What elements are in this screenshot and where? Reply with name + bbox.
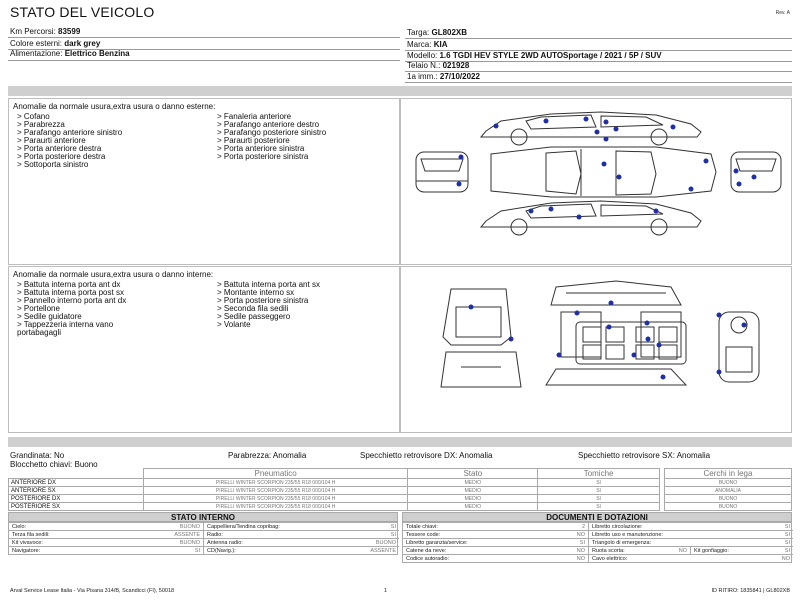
documenti-header: DOCUMENTI E DOTAZIONI <box>402 512 792 522</box>
info-immatricolazione: 1a imm.: 27/10/2022 <box>407 72 480 81</box>
stato-interno-header: STATO INTERNO <box>8 512 398 522</box>
table-row: ANOMALIA <box>665 487 792 495</box>
specchietto-sx: Specchietto retrovisore SX: Anomalia <box>578 451 711 460</box>
section-band <box>8 86 792 96</box>
footer-page-number: 1 <box>384 588 388 594</box>
parabrezza-status: Parabrezza: Anomalia <box>228 451 307 460</box>
car-exterior-diagram <box>401 99 791 264</box>
info-line <box>405 38 792 39</box>
list-item: > Fanaleria anteriore <box>217 112 292 121</box>
table-row: BUONO <box>665 479 792 487</box>
external-diagram-panel <box>400 98 792 265</box>
internal-col-1 <box>17 281 217 337</box>
external-anomalies-panel <box>8 98 400 265</box>
col-header-cerchi: Cerchi in lega <box>665 469 792 479</box>
info-line <box>8 60 400 61</box>
list-item: > Sedile guidatore <box>17 312 82 321</box>
info-marca: Marca: KIA <box>407 40 448 49</box>
col-header-pneumatico: Pneumatico <box>143 469 408 479</box>
internal-anomalies-panel <box>8 266 400 433</box>
list-item: > Seconda fila sedili <box>217 304 289 313</box>
blocchetto-chiavi: Blocchetto chiavi: Buono <box>10 460 98 469</box>
external-col-1 <box>17 113 217 169</box>
table-row: ANTERIORE SX PIRELLI WINTER SCORPION 235/55 R18 000/104 H MEDIO SI <box>9 487 660 495</box>
internal-anomalies-title: Anomalie da normale usura,extra usura o danno interne: <box>13 270 214 279</box>
stato-interno-box: Cielo: BUONO Cappelliera/Tendina copribag: SI Terza fila sedili: ASSENTE Radio: SI Kit vivavoce: BUONO Antenna radio: BUONO Navigatore: SI CD(Navig.): ASSENTE <box>8 522 398 555</box>
list-item: > Parabrezza <box>17 120 65 129</box>
col-header-tomiche: Tomiche <box>538 469 660 479</box>
table-row: ANTERIORE DX PIRELLI WINTER SCORPION 235/55 R18 000/104 H MEDIO SI <box>9 479 660 487</box>
list-item: > Cofano <box>17 112 50 121</box>
list-item: > Porta anteriore destra <box>17 144 102 153</box>
col-header-stato: Stato <box>408 469 538 479</box>
list-item: > Volante <box>217 320 251 329</box>
table-row: POSTERIORE DX PIRELLI WINTER SCORPION 235/55 R18 000/104 H MEDIO SI <box>9 495 660 503</box>
list-item: > Portellone <box>17 304 60 313</box>
cerchi-table <box>664 468 792 511</box>
list-item: > Tappezzeria interna vano <box>17 320 114 329</box>
list-item: > Paraurti anteriore <box>17 136 86 145</box>
section-band <box>8 437 792 447</box>
list-item: > Parafango anteriore sinistro <box>17 128 123 137</box>
list-item: portabagagli <box>17 328 62 337</box>
list-item: > Porta posteriore sinistra <box>217 152 309 161</box>
table-row: BUONO <box>665 495 792 503</box>
internal-col-2 <box>217 281 417 329</box>
info-colore: Colore esterni: dark grey <box>10 39 101 48</box>
info-line <box>405 82 792 83</box>
tyre-table <box>8 468 660 511</box>
list-item: > Sedile passeggero <box>217 312 291 321</box>
table-row: POSTERIORE SX PIRELLI WINTER SCORPION 235/55 R18 000/104 H MEDIO SI <box>9 503 660 511</box>
list-item: > Sottoporta sinistro <box>17 160 89 169</box>
list-item: > Porta posteriore destra <box>17 152 106 161</box>
list-item: > Porta anteriore sinistra <box>217 144 305 153</box>
external-anomalies-title: Anomalie da normale usura,extra usura o danno esterne: <box>13 102 216 111</box>
list-item: > Porta posteriore sinistra <box>217 296 309 305</box>
info-modello: Modello: 1.6 TGDI HEV STYLE 2WD AUTOSportage / 2021 / 5P / SUV <box>407 51 662 60</box>
info-telaio: Telaio N.: 021928 <box>407 61 470 70</box>
info-alimentazione: Alimentazione: Elettrico Benzina <box>10 49 130 58</box>
page-title: STATO DEL VEICOLO <box>10 4 155 20</box>
revision-label: Rev. A <box>775 10 790 16</box>
list-item: > Parafango anteriore destro <box>217 120 320 129</box>
documenti-box: Totale chiavi: 2 Libretto circolazione: SI Tessere code: NO Libretto uso e manutenzione: SI Libretto garanzia/service: SI Triangolo di emergenza: SI Catene da neve: NO Ruota scorta: NO Kit gonfiaggio: SI Codice autoradio: NO Cavo elettrico: NO <box>402 522 792 563</box>
grandinata: Grandinata: No <box>10 451 65 460</box>
list-item: > Parafango posteriore sinistro <box>217 128 327 137</box>
external-col-2 <box>217 113 417 161</box>
list-item: > Battuta interna porta ant sx <box>217 280 320 289</box>
info-targa: Targa: GL802XB <box>407 28 468 37</box>
info-km: Km Percorsi: 83599 <box>10 27 81 36</box>
list-item: > Paraurti posteriore <box>217 136 290 145</box>
internal-diagram-panel <box>400 266 792 433</box>
list-item: > Battuta interna porta ant dx <box>17 280 121 289</box>
list-item: > Montante interno sx <box>217 288 295 297</box>
list-item: > Battuta interna porta post sx <box>17 288 124 297</box>
car-interior-diagram <box>401 267 791 432</box>
footer-id-ritiro: ID RITIRO: 1835841 | GL802XB <box>711 588 790 594</box>
table-row: BUONO <box>665 503 792 511</box>
list-item: > Pannello interno porta ant dx <box>17 296 127 305</box>
footer-address: Arval Service Lease Italia - Via Pisana 314/B, Scandicci (FI), 50018 <box>10 588 175 594</box>
specchietto-dx: Specchietto retrovisore DX: Anomalia <box>360 451 493 460</box>
